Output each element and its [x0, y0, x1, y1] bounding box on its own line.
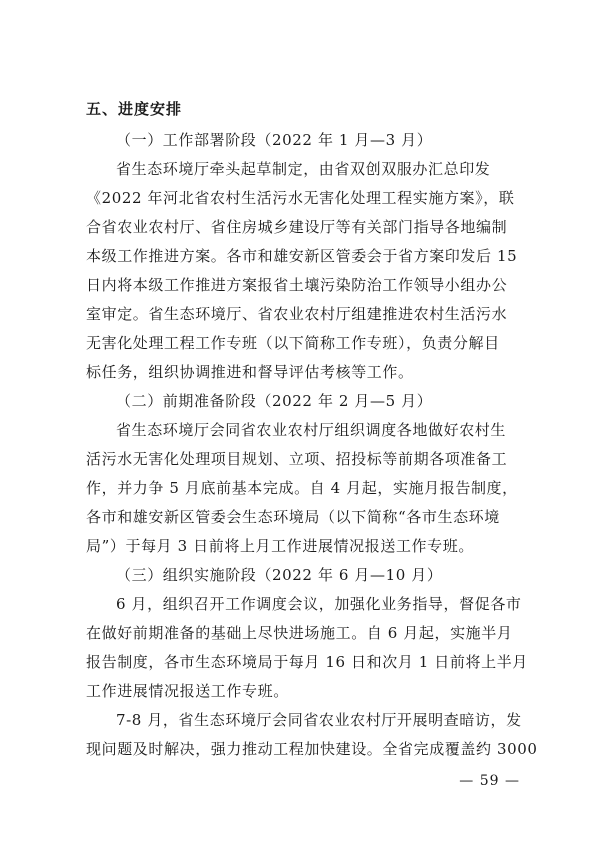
paragraph-line: 省生态环境厅会同省农业农村厅组织调度各地做好农村生 [116, 421, 507, 439]
section-heading: 五、进度安排 [86, 100, 183, 118]
paragraph-line: 作，并力争 5 月底前基本完成。自 4 月起，实施月报告制度， [86, 479, 518, 497]
paragraph-line: 合省农业农村厅、省住房城乡建设厅等有关部门指导各地编制 [86, 218, 508, 236]
paragraph-line: 标任务，组织协调推进和督导评估考核等工作。 [86, 363, 414, 381]
paragraph-line: 报告制度，各市生态环境局于每月 16 日和次月 1 日前将上半月 [86, 653, 528, 671]
paragraph-line: 工作进展情况报送工作专班。 [86, 682, 289, 700]
paragraph-line: 局”）于每月 3 日前将上月工作进展情况报送工作专班。 [86, 537, 474, 555]
paragraph-line: 活污水无害化处理项目规划、立项、招投标等前期各项准备工 [86, 450, 508, 468]
paragraph-line: 省生态环境厅牵头起草制定，由省双创双服办汇总印发 [116, 160, 491, 178]
paragraph-line: 日内将本级工作推进方案报省土壤污染防治工作领导小组办公 [86, 276, 508, 294]
paragraph-line: 《2022 年河北省农村生活污水无害化处理工程实施方案》，联 [86, 189, 515, 207]
paragraph-line: 7-8 月，省生态环境厅会同省农业农村厅开展明查暗访，发 [116, 711, 522, 729]
subsection-heading-2: （二）前期准备阶段（2022 年 2 月—5 月） [116, 392, 433, 410]
paragraph-line: 在做好前期准备的基础上尽快进场施工。自 6 月起，实施半月 [86, 624, 513, 642]
subsection-heading-1: （一）工作部署阶段（2022 年 1 月—3 月） [116, 131, 433, 149]
paragraph-line: 各市和雄安新区管委会生态环境局（以下简称“各市生态环境 [86, 508, 500, 526]
page-number: — 59 — [459, 773, 520, 789]
paragraph-line: 6 月，组织召开工作调度会议，加强化业务指导，督促各市 [116, 595, 522, 613]
paragraph-line: 现问题及时解决，强力推动工程加快建设。全省完成覆盖约 3000 [86, 740, 538, 758]
paragraph-line: 无害化处理工程工作专班（以下简称工作专班），负责分解目 [86, 334, 500, 352]
subsection-heading-3: （三）组织实施阶段（2022 年 6 月—10 月） [116, 566, 443, 584]
paragraph-line: 室审定。省生态环境厅、省农业农村厅组建推进农村生活污水 [86, 305, 508, 323]
paragraph-line: 本级工作推进方案。各市和雄安新区管委会于省方案印发后 15 [86, 247, 518, 265]
